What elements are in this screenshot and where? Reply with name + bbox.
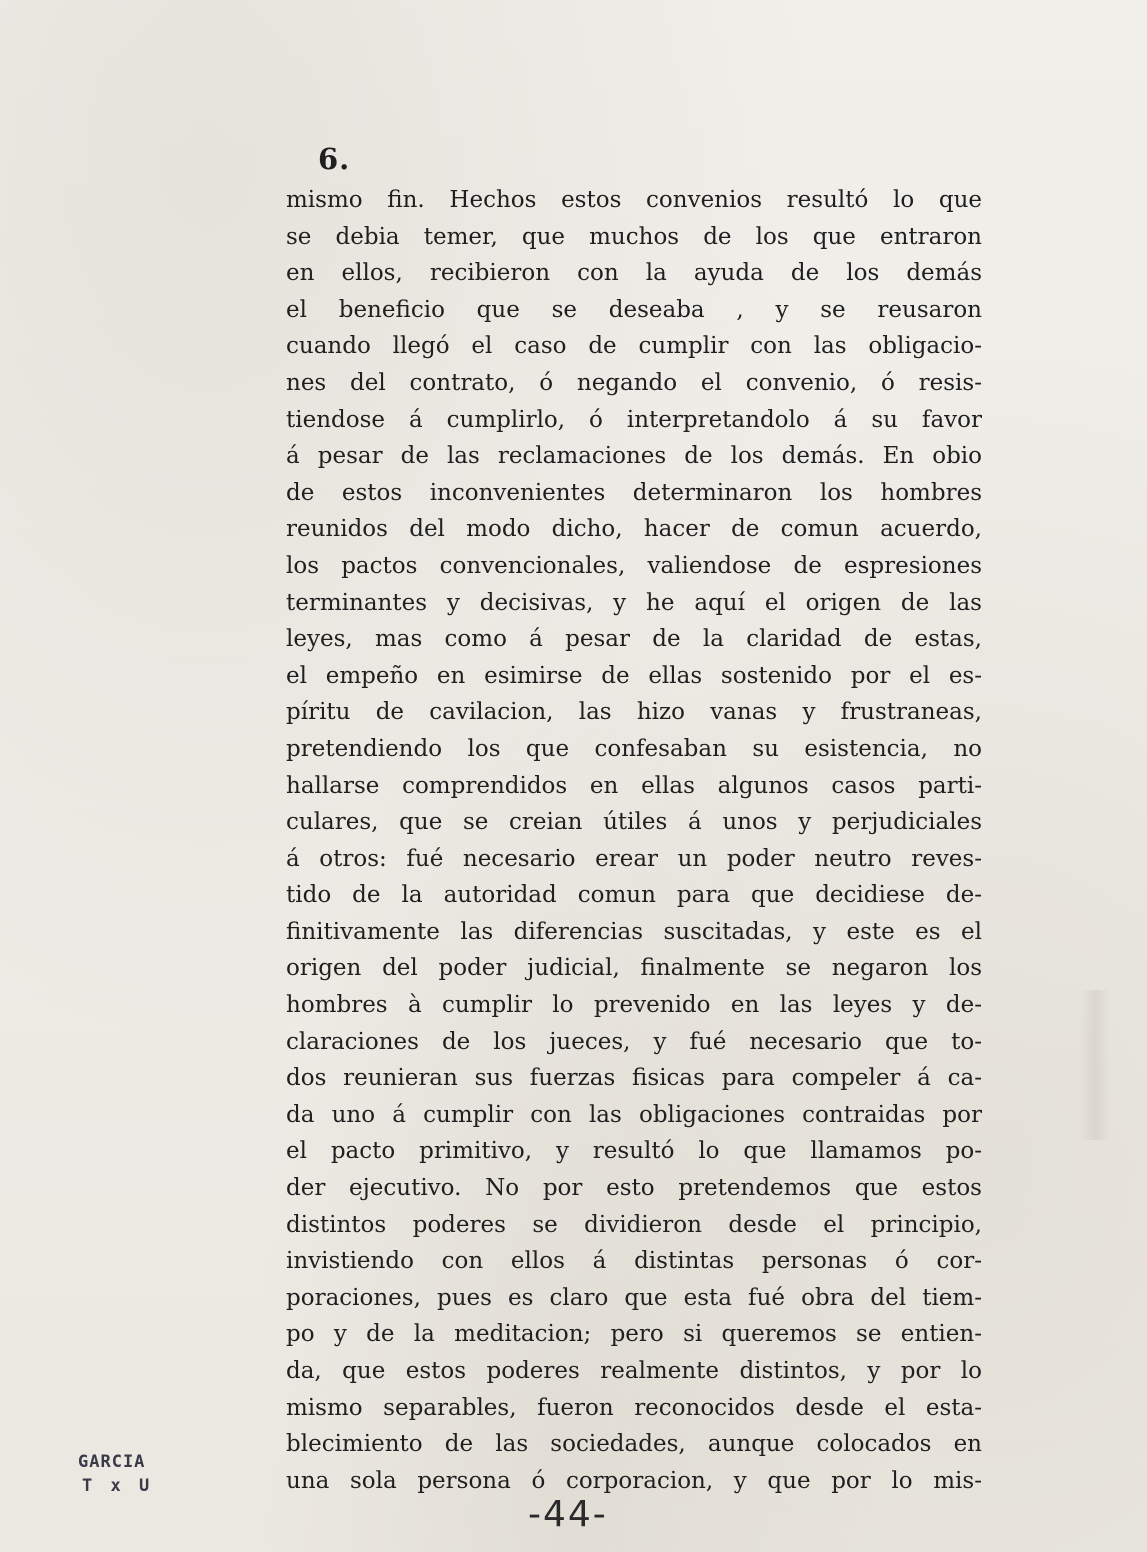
text-line: cuando llegó el caso de cumplir con las obligacio- <box>286 333 982 360</box>
text-line: der ejecutivo. No por esto pretendemos que estos <box>286 1175 982 1202</box>
bleed-through-mark <box>1080 990 1110 1140</box>
text-line: culares, que se creian útiles á unos y perjudiciales <box>286 809 982 836</box>
text-line: terminantes y decisivas, y he aquí el origen de las <box>286 589 982 616</box>
text-line: á otros: fué necesario erear un poder neutro reves- <box>286 845 982 872</box>
text-line: se debia temer, que muchos de los que entraron <box>286 223 982 250</box>
text-line: da, que estos poderes realmente distintos, y por lo <box>286 1358 982 1384</box>
text-line: pretendiendo los que confesaban su esistencia, no <box>286 735 982 762</box>
folio-number: -44- <box>528 1494 608 1535</box>
body-text <box>286 182 982 1499</box>
text-line: da uno á cumplir con las obligaciones contraidas por <box>286 1101 982 1128</box>
text-line: reunidos del modo dicho, hacer de comun acuerdo, <box>286 516 982 543</box>
text-line: finitivamente las diferencias suscitadas, y este es el <box>286 918 982 945</box>
text-line: hombres à cumplir lo prevenido en las leyes y de- <box>286 992 982 1019</box>
text-line: blecimiento de las sociedades, aunque colocados en <box>286 1431 982 1458</box>
text-line: leyes, mas como á pesar de la claridad de estas, <box>286 626 982 653</box>
text-line: hallarse comprendidos en ellas algunos casos parti- <box>286 772 982 799</box>
text-line: el empeño en esimirse de ellas sostenido por el es- <box>286 662 982 689</box>
text-line: mismo separables, fueron reconocidos desde el esta- <box>286 1394 982 1421</box>
text-line: mismo fin. Hechos estos convenios resultó lo que <box>286 187 982 213</box>
stamp-line-1: GARCIA <box>78 1452 146 1472</box>
text-line: de estos inconvenientes determinaron los hombres <box>286 479 982 506</box>
text-line: nes del contrato, ó negando el convenio, ó resis- <box>286 369 982 396</box>
text-line: los pactos convencionales, valiendose de espresiones <box>286 552 982 579</box>
stamp-line-2: T x U <box>82 1476 154 1496</box>
text-line: invistiendo con ellos á distintas personas ó cor- <box>286 1248 982 1275</box>
text-line: tiendose á cumplirlo, ó interpretandolo á su favor <box>286 406 982 433</box>
text-line: píritu de cavilacion, las hizo vanas y frustraneas, <box>286 699 982 726</box>
text-line: po y de la meditacion; pero si queremos se entien- <box>286 1321 982 1348</box>
text-line: poraciones, pues es claro que esta fué obra del tiem- <box>286 1284 982 1311</box>
page-number: 6. <box>318 142 351 176</box>
library-stamp <box>78 1450 153 1498</box>
text-line: tido de la autoridad comun para que decidiese de- <box>286 882 982 909</box>
text-line: dos reunieran sus fuerzas fisicas para compeler á ca- <box>286 1065 982 1092</box>
text-line: distintos poderes se dividieron desde el principio, <box>286 1211 982 1238</box>
text-line: origen del poder judicial, finalmente se negaron los <box>286 955 982 982</box>
text-line: á pesar de las reclamaciones de los demás. En obio <box>286 443 982 470</box>
text-line: el beneficio que se deseaba , y se reusaron <box>286 296 982 323</box>
text-line: una sola persona ó corporacion, y que por lo mis- <box>286 1467 982 1494</box>
text-line: en ellos, recibieron con la ayuda de los demás <box>286 260 982 287</box>
text-line: el pacto primitivo, y resultó lo que llamamos po- <box>286 1138 982 1165</box>
text-line: claraciones de los jueces, y fué necesario que to- <box>286 1028 982 1055</box>
